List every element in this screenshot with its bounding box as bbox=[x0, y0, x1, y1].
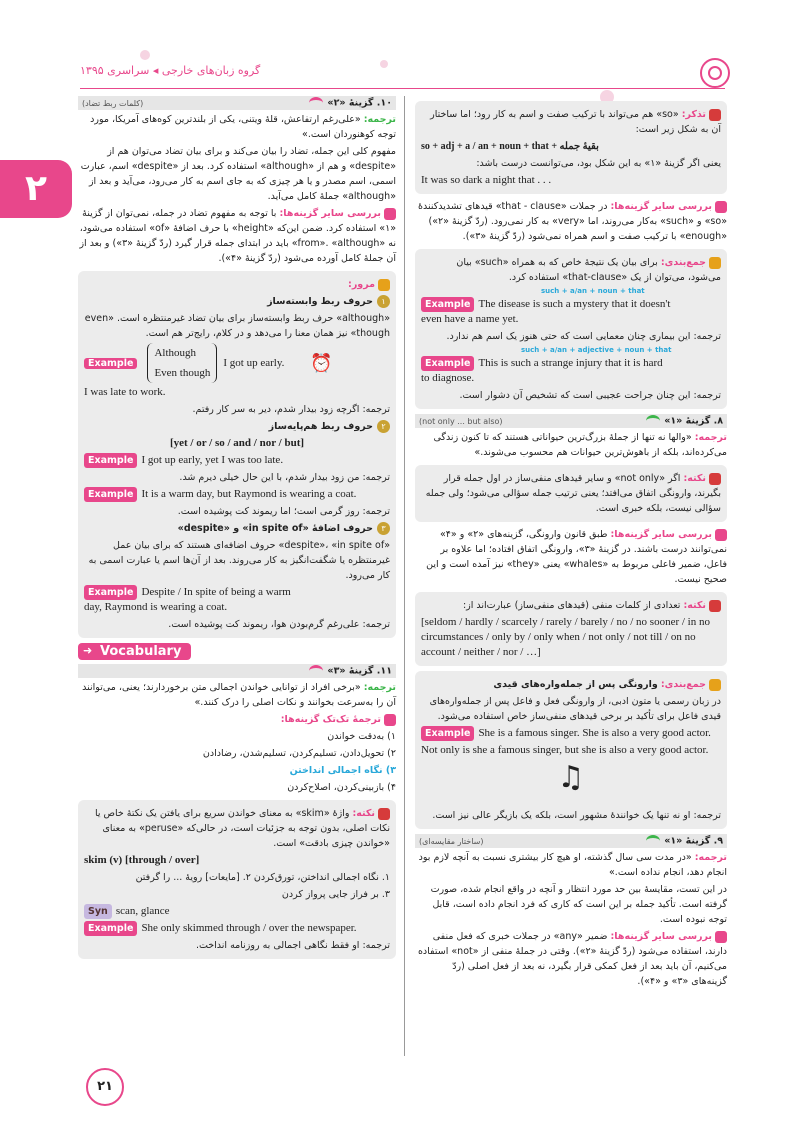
search-icon bbox=[384, 208, 396, 220]
review-text-3: «despite»، «in spite of» حروف اضافه‌ای هستند که برای بیان عمل غیرمنتظره یا شگفت‌انگیز به کار می‌روند. بعد از آن‌ها اسم یا عبارت اسمی به کار می‌رود. bbox=[88, 540, 390, 581]
example-badge: Example bbox=[84, 358, 137, 369]
question-title: ۸. گزینهٔ «۱» bbox=[664, 415, 723, 427]
review-box bbox=[78, 271, 396, 638]
difficulty-icon bbox=[646, 835, 660, 847]
summary-icon bbox=[709, 679, 721, 691]
note-icon bbox=[378, 808, 390, 820]
tip-text: «so» هم می‌تواند با ترکیب صفت و اسم به کار رود؛ اما ساختار آن به شکل زیر است: bbox=[430, 109, 721, 135]
translation-text: «علی‌رغم ارتفاعش، قلهٔ ویتنی، یکی از بلندترین کوه‌های آمریکا، مورد توجه کوهنوردان است.» bbox=[90, 114, 396, 140]
although-example bbox=[84, 343, 390, 383]
example-text-2: Not only is she a famous singer, but she is also a very good actor. bbox=[421, 744, 709, 756]
others-text: با توجه به مفهوم تضاد در جمله، نمی‌توان از گزینهٔ «۱» استفاده کرد. ضمن این‌که «height» با حرف اضافهٔ «of» استفاده می‌شود، نه «from». «although» باید در ابتدای جمله قرار گیرد (ردّ گزینهٔ «۳») و بعد از آن جملهٔ کامل آورده می‌شود (ردّ گزینهٔ «۴»). bbox=[79, 208, 396, 264]
example-badge: Example bbox=[421, 297, 474, 312]
example-text: Despite / In spite of being a warm day, Raymond is wearing a coat. bbox=[84, 586, 291, 613]
decor-dot bbox=[140, 50, 150, 60]
conjunction-list: [yet / or / so / and / nor / but] bbox=[169, 437, 305, 449]
example-text: This is such a strange injury that it is hard to diagnose. bbox=[421, 357, 663, 384]
singer-illustration: ♫ bbox=[557, 760, 585, 795]
search-icon bbox=[715, 201, 727, 213]
tip-box bbox=[415, 101, 727, 194]
explanation-text: در این تست، مقایسهٔ بین حد مورد انتظار و آنچه در واقع انجام شده، صورت گرفته است. تأکید جمله بر این است که کاری که فرد انجام داده است، قابل توجه نبوده است. bbox=[430, 884, 727, 925]
others-text: طبق قانون وارونگی، گزینه‌های «۲» و «۴» نمی‌توانند درست باشند. در گزینهٔ «۳»، وارونگی اتفاق افتاده؛ اما علاوه بر فاعل، ضمیر فاعلی مربوط به «whales» یعنی «they» نیز آمده است و این صحیح نیست. bbox=[426, 529, 727, 585]
question-title: ۱۱. گزینهٔ «۳» bbox=[327, 665, 392, 677]
others-label: بررسی سایر گزینه‌ها: bbox=[610, 529, 712, 540]
note-box-2 bbox=[415, 592, 727, 666]
note-label: نکته: bbox=[683, 473, 706, 484]
definition-entry: skim (v) [through / over] bbox=[84, 854, 200, 866]
question-tag: (not only ... but also) bbox=[419, 416, 503, 426]
number-badge: ۳ bbox=[377, 522, 390, 535]
example-text: I got up early. bbox=[223, 357, 285, 369]
vocabulary-badge: ➜ Vocabulary bbox=[78, 643, 191, 660]
explanation-text: مفهوم کلی این جمله، تضاد را بیان می‌کند و برای بیان تضاد می‌توان هم از «despite» و هم از «although» استفاده کرد. بعد از «despite» اسم، عبارت اسمی، اسم مصدر و یا هر چیزی که به جای اسم به کار می‌رود، می‌آید و بعد از «although» جملهٔ کامل می‌آید. bbox=[80, 146, 396, 202]
example-badge: Example bbox=[84, 487, 137, 502]
review-label: مرور: bbox=[348, 279, 375, 290]
search-icon bbox=[715, 931, 727, 943]
example-text: She is a famous singer. She is also a very good actor. bbox=[478, 727, 711, 739]
difficulty-icon bbox=[646, 415, 660, 427]
synonym-badge: Syn bbox=[84, 904, 112, 919]
translation-text: ترجمه: اگرچه زود بیدار شدم، دیر به سر کار رفتم. bbox=[192, 404, 390, 415]
decor-dot bbox=[380, 60, 388, 68]
number-badge: ۲ bbox=[377, 420, 390, 433]
translation-label: ترجمه: bbox=[363, 114, 396, 125]
question-title: ۹. گزینهٔ «۱» bbox=[664, 835, 723, 847]
translation-text: «در مدت سی سال گذشته، او هیچ کار بیشتری نسبت به آنچه لازم بود انجام دهد، انجام نداده است.» bbox=[418, 852, 727, 878]
question-8-header bbox=[415, 414, 727, 428]
example-badge: Example bbox=[421, 726, 474, 741]
translation-label: ترجمه: bbox=[694, 852, 727, 863]
note-box-3 bbox=[78, 800, 396, 959]
review-heading-1: حروف ربط وابسته‌ساز bbox=[267, 296, 373, 307]
translation-text: «والها نه تنها از جملهٔ بزرگ‌ترین حیواناتی هستند که تا کنون زندگی می‌کرده‌اند، بلکه از باهوش‌ترین حیوانات هم محسوب می‌شوند.» bbox=[433, 432, 727, 458]
note-label: نکته: bbox=[352, 808, 375, 819]
option-1: ۱) به‌دقت خواندن bbox=[327, 731, 396, 742]
others-text: ضمیر «any» در جملات خبری که فعل منفی دارند، استفاده می‌شود (ردّ گزینهٔ «۲»). وقتی در جملهٔ منفی از «not» استفاده می‌کنیم، آن باید بعد از فعل کمکی قرار بگیرد، نه بعد از فعل اصلی (ردّ گزینه‌های «۳» و «۴»). bbox=[417, 931, 727, 987]
annotation-2: such + a/an + adjective + noun + that bbox=[521, 346, 672, 354]
header-title: گروه زبان‌های خارجی ◂ سراسری ۱۳۹۵ bbox=[80, 64, 261, 77]
alert-icon bbox=[709, 109, 721, 121]
sleeping-illustration: ⏰ bbox=[310, 352, 333, 373]
summary-label: جمع‌بندی: bbox=[660, 679, 706, 690]
meaning-1: ۱. نگاه اجمالی انداختن، تورق‌کردن ۲. [مایعات] رویهٔ ... را گرفتن bbox=[135, 872, 390, 883]
review-icon bbox=[378, 279, 390, 291]
example-text: The disease is such a mystery that it doesn't even have a name yet. bbox=[421, 298, 671, 325]
translation-label: ترجمه: bbox=[363, 682, 396, 693]
note-icon bbox=[709, 473, 721, 485]
summary-text: برای بیان یک نتیجهٔ خاص که به همراه «such» بیان می‌شود، می‌توان از یک «that-clause» استفاده کرد. bbox=[456, 257, 721, 283]
note-label: نکته: bbox=[683, 600, 706, 611]
others-1 bbox=[415, 199, 727, 244]
annotation-1: such + a/an + noun + that bbox=[541, 287, 645, 295]
option-bracket bbox=[147, 343, 217, 383]
left-column bbox=[78, 96, 396, 964]
translation-1: ترجمه: این بیماری چنان معمایی است که حتی هنوز یک اسم هم ندارد. bbox=[446, 331, 721, 342]
tip-example: It was so dark a night that . . . bbox=[421, 174, 552, 186]
logo-icon bbox=[700, 58, 730, 88]
example-text: It is a warm day, but Raymond is wearing a coat. bbox=[141, 488, 357, 500]
example-text-2: I was late to work. bbox=[84, 386, 166, 398]
search-icon bbox=[715, 529, 727, 541]
negative-words-list: [seldom / hardly / scarcely / rarely / barely / no / no sooner / in no circumstances / only by / only when / not only / not till / on no account / neither / nor / …] bbox=[421, 616, 710, 658]
tip-label: تذکر: bbox=[681, 109, 706, 120]
translation-text: ترجمه: او فقط نگاهی اجمالی به روزنامه انداخت. bbox=[195, 940, 390, 951]
example-text: She only skimmed through / over the newspaper. bbox=[141, 922, 357, 934]
question-9-header bbox=[415, 834, 727, 848]
question-tag: (ساختار مقایسه‌ای) bbox=[419, 836, 484, 846]
review-text-1: «although» حرف ربط وابسته‌ساز برای بیان تضاد غیرمنتظره است. «even though» نیز همان معنا را می‌دهد و در کلام، رایج‌تر هم است. bbox=[84, 313, 390, 339]
summary-box-1 bbox=[415, 249, 727, 409]
page-number: ۲۱ bbox=[86, 1068, 124, 1106]
summary-label: جمع‌بندی: bbox=[660, 257, 706, 268]
translation-text: ترجمه: روز گرمی است؛ اما ریموند کت پوشیده است. bbox=[177, 506, 390, 517]
option-1: Although bbox=[154, 347, 196, 359]
difficulty-icon bbox=[309, 97, 323, 109]
question-11-header bbox=[78, 664, 396, 678]
example-text: I got up early, yet I was too late. bbox=[141, 454, 284, 466]
translation-2: ترجمه: این چنان جراحت عجیبی است که تشخیص آن دشوار است. bbox=[459, 390, 721, 401]
note-icon bbox=[709, 600, 721, 612]
question-title: ۱۰. گزینهٔ «۲» bbox=[327, 97, 392, 109]
column-divider bbox=[404, 96, 405, 1056]
review-heading-3: حروف اضافهٔ «in spite of» و «despite» bbox=[177, 523, 373, 534]
translation-text: «برخی افراد از توانایی خواندن اجمالی متن برخوردارند؛ یعنی، می‌توانند آن را به‌سرعت بخوانند و نکات اصلی را درک کنند.» bbox=[82, 682, 396, 708]
option-4: ۴) بازبینی‌کردن، اصلاح‌کردن bbox=[287, 782, 396, 793]
translation-text: ترجمه: او نه تنها یک خوانندهٔ مشهور است، بلکه یک بازیگر عالی نیز است. bbox=[432, 810, 721, 821]
note-box-1 bbox=[415, 465, 727, 522]
example-badge: Example bbox=[84, 585, 137, 600]
tip-note: یعنی اگر گزینهٔ «۱» به این شکل بود، می‌توانست درست باشد: bbox=[476, 158, 721, 169]
option-2: ۲) تحویل‌دادن، تسلیم‌کردن، تسلیم‌شدن، رضادادن bbox=[202, 748, 396, 759]
note-text: تعدادی از کلمات منفی (قیدهای منفی‌ساز) عبارت‌اند از: bbox=[462, 600, 681, 611]
translation-text: ترجمه: من زود بیدار شدم، با این حال خیلی دیرم شد. bbox=[179, 472, 390, 483]
options-translation-label: ترجمهٔ تک‌تک گزینه‌ها: bbox=[280, 714, 381, 725]
search-icon bbox=[384, 714, 396, 726]
synonym-text: scan, glance bbox=[115, 905, 170, 917]
summary-box-2 bbox=[415, 671, 727, 829]
summary-text: در زبان رسمی یا متون ادبی، از وارونگی فعل و فاعل پس از جمله‌واره‌های قیدی فاعل برای تأکید بر برخی قیدهای منفی‌ساز خاص استفاده می‌شود. bbox=[429, 696, 721, 722]
translation-text: ترجمه: علی‌رغم گرم‌بودن هوا، ریموند کت پوشیده است. bbox=[168, 619, 390, 630]
option-2: Even though bbox=[154, 367, 211, 379]
others-label: بررسی سایر گزینه‌ها: bbox=[279, 208, 381, 219]
review-heading-2: حروف ربط هم‌پایه‌ساز bbox=[268, 421, 373, 432]
difficulty-icon bbox=[309, 665, 323, 677]
others-label: بررسی سایر گزینه‌ها: bbox=[610, 931, 712, 942]
note-text: واژهٔ «skim» به معنای خواندن سریع برای یافتن یک نکتهٔ خاص یا نکات اصلی، بدون توجه به جزئیات است، در حالی‌که «peruse» به معنای «خواندن چیزی بادقت» است. bbox=[94, 808, 390, 849]
summary-icon bbox=[709, 257, 721, 269]
number-badge: ۱ bbox=[377, 295, 390, 308]
meaning-2: ۳. بر فراز جایی پرواز کردن bbox=[281, 889, 390, 900]
question-10-header bbox=[78, 96, 396, 110]
example-badge: Example bbox=[84, 453, 137, 468]
right-column bbox=[415, 96, 727, 991]
note-text: اگر «not only» و سایر قیدهای منفی‌ساز در اول جمله قرار بگیرند، وارونگی اتفاق می‌افتد؛ یعنی ترتیب جمله سؤالی می‌شود؛ ولی جمله سؤالی نیست، بلکه خبری است. bbox=[425, 473, 721, 514]
example-badge: Example bbox=[421, 356, 474, 371]
example-badge: Example bbox=[84, 921, 137, 936]
others-label: بررسی سایر گزینه‌ها: bbox=[610, 201, 712, 212]
option-3-correct: ۳) نگاه اجمالی انداختن bbox=[289, 765, 396, 776]
header-rule bbox=[80, 88, 725, 89]
translation-label: ترجمه: bbox=[694, 432, 727, 443]
question-tag: (کلمات ربط تضاد) bbox=[82, 98, 144, 108]
summary-heading: وارونگی پس از جمله‌واره‌های قیدی bbox=[493, 679, 658, 690]
tip-formula: so + adj + a / an + noun + that + بقیهٔ جمله bbox=[421, 141, 599, 152]
chapter-tab: ۲ bbox=[0, 160, 72, 218]
others-text: در جملات «that - clause» قیدهای تشدیدکنندهٔ «so» و «such» به‌کار می‌روند، اما «very» به کار نمی‌رود. (ردّ گزینهٔ «۲») «enough» با ترکیب صفت و اسم همراه نمی‌شود (ردّ گزینهٔ «۳»). bbox=[418, 201, 727, 242]
